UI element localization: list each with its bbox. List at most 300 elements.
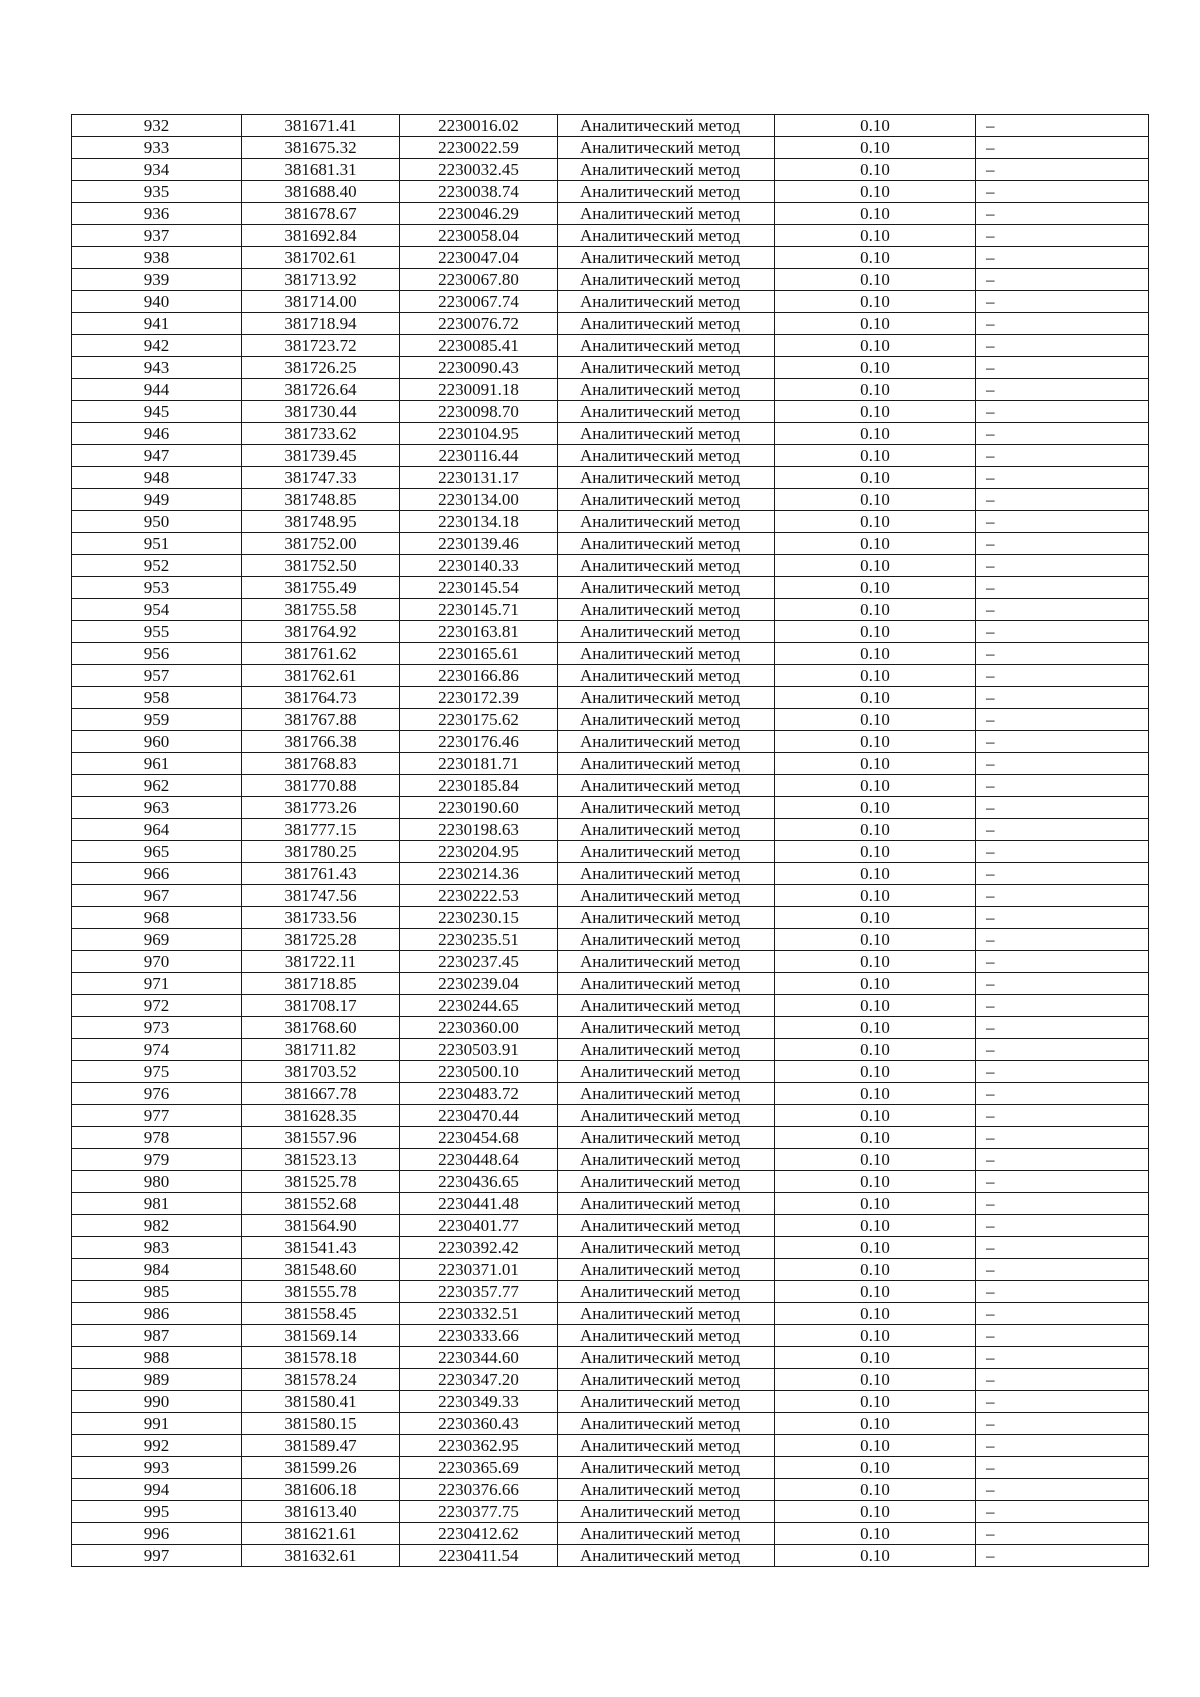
point-number-cell: 966 <box>72 863 242 885</box>
x-coordinate-cell: 381632.61 <box>242 1545 400 1567</box>
y-coordinate-cell: 2230032.45 <box>400 159 558 181</box>
table-row <box>72 1391 1149 1413</box>
method-cell: Аналитический метод <box>558 1457 775 1479</box>
table-row <box>72 423 1149 445</box>
method-cell: Аналитический метод <box>558 753 775 775</box>
x-coordinate-cell: 381558.45 <box>242 1303 400 1325</box>
accuracy-cell: 0.10 <box>775 599 976 621</box>
accuracy-cell: 0.10 <box>775 1017 976 1039</box>
y-coordinate-cell: 2230091.18 <box>400 379 558 401</box>
point-number-cell: 981 <box>72 1193 242 1215</box>
note-cell: – <box>976 885 1149 907</box>
x-coordinate-cell: 381768.83 <box>242 753 400 775</box>
table-row <box>72 1435 1149 1457</box>
y-coordinate-cell: 2230046.29 <box>400 203 558 225</box>
note-cell: – <box>976 1479 1149 1501</box>
table-row <box>72 1413 1149 1435</box>
accuracy-cell: 0.10 <box>775 379 976 401</box>
accuracy-cell: 0.10 <box>775 1303 976 1325</box>
table-row <box>72 1215 1149 1237</box>
x-coordinate-cell: 381755.49 <box>242 577 400 599</box>
note-cell: – <box>976 577 1149 599</box>
method-cell: Аналитический метод <box>558 401 775 423</box>
y-coordinate-cell: 2230239.04 <box>400 973 558 995</box>
x-coordinate-cell: 381541.43 <box>242 1237 400 1259</box>
note-cell: – <box>976 775 1149 797</box>
y-coordinate-cell: 2230038.74 <box>400 181 558 203</box>
point-number-cell: 962 <box>72 775 242 797</box>
method-cell: Аналитический метод <box>558 951 775 973</box>
accuracy-cell: 0.10 <box>775 489 976 511</box>
table-row <box>72 313 1149 335</box>
note-cell: – <box>976 687 1149 709</box>
x-coordinate-cell: 381723.72 <box>242 335 400 357</box>
x-coordinate-cell: 381761.43 <box>242 863 400 885</box>
point-number-cell: 975 <box>72 1061 242 1083</box>
y-coordinate-cell: 2230222.53 <box>400 885 558 907</box>
accuracy-cell: 0.10 <box>775 1083 976 1105</box>
point-number-cell: 954 <box>72 599 242 621</box>
y-coordinate-cell: 2230376.66 <box>400 1479 558 1501</box>
accuracy-cell: 0.10 <box>775 1545 976 1567</box>
x-coordinate-cell: 381726.25 <box>242 357 400 379</box>
method-cell: Аналитический метод <box>558 687 775 709</box>
note-cell: – <box>976 379 1149 401</box>
point-number-cell: 946 <box>72 423 242 445</box>
note-cell: – <box>976 1083 1149 1105</box>
accuracy-cell: 0.10 <box>775 1149 976 1171</box>
point-number-cell: 944 <box>72 379 242 401</box>
note-cell: – <box>976 599 1149 621</box>
table-row <box>72 1347 1149 1369</box>
y-coordinate-cell: 2230176.46 <box>400 731 558 753</box>
x-coordinate-cell: 381752.00 <box>242 533 400 555</box>
x-coordinate-cell: 381678.67 <box>242 203 400 225</box>
point-number-cell: 964 <box>72 819 242 841</box>
x-coordinate-cell: 381747.56 <box>242 885 400 907</box>
table-row <box>72 1281 1149 1303</box>
y-coordinate-cell: 2230163.81 <box>400 621 558 643</box>
point-number-cell: 972 <box>72 995 242 1017</box>
accuracy-cell: 0.10 <box>775 1039 976 1061</box>
table-row <box>72 247 1149 269</box>
note-cell: – <box>976 907 1149 929</box>
note-cell: – <box>976 1127 1149 1149</box>
table-row <box>72 181 1149 203</box>
note-cell: – <box>976 797 1149 819</box>
y-coordinate-cell: 2230016.02 <box>400 115 558 137</box>
point-number-cell: 967 <box>72 885 242 907</box>
accuracy-cell: 0.10 <box>775 1369 976 1391</box>
method-cell: Аналитический метод <box>558 885 775 907</box>
accuracy-cell: 0.10 <box>775 731 976 753</box>
x-coordinate-cell: 381667.78 <box>242 1083 400 1105</box>
method-cell: Аналитический метод <box>558 1501 775 1523</box>
point-number-cell: 955 <box>72 621 242 643</box>
y-coordinate-cell: 2230503.91 <box>400 1039 558 1061</box>
method-cell: Аналитический метод <box>558 247 775 269</box>
y-coordinate-cell: 2230181.71 <box>400 753 558 775</box>
point-number-cell: 960 <box>72 731 242 753</box>
method-cell: Аналитический метод <box>558 1061 775 1083</box>
accuracy-cell: 0.10 <box>775 819 976 841</box>
accuracy-cell: 0.10 <box>775 159 976 181</box>
y-coordinate-cell: 2230441.48 <box>400 1193 558 1215</box>
method-cell: Аналитический метод <box>558 511 775 533</box>
accuracy-cell: 0.10 <box>775 423 976 445</box>
accuracy-cell: 0.10 <box>775 445 976 467</box>
x-coordinate-cell: 381761.62 <box>242 643 400 665</box>
point-number-cell: 993 <box>72 1457 242 1479</box>
x-coordinate-cell: 381564.90 <box>242 1215 400 1237</box>
method-cell: Аналитический метод <box>558 1105 775 1127</box>
method-cell: Аналитический метод <box>558 1391 775 1413</box>
table-row <box>72 555 1149 577</box>
point-number-cell: 959 <box>72 709 242 731</box>
point-number-cell: 983 <box>72 1237 242 1259</box>
x-coordinate-cell: 381768.60 <box>242 1017 400 1039</box>
point-number-cell: 992 <box>72 1435 242 1457</box>
y-coordinate-cell: 2230076.72 <box>400 313 558 335</box>
y-coordinate-cell: 2230139.46 <box>400 533 558 555</box>
point-number-cell: 997 <box>72 1545 242 1567</box>
x-coordinate-cell: 381718.85 <box>242 973 400 995</box>
y-coordinate-cell: 2230131.17 <box>400 467 558 489</box>
note-cell: – <box>976 929 1149 951</box>
table-row <box>72 1545 1149 1567</box>
point-number-cell: 963 <box>72 797 242 819</box>
method-cell: Аналитический метод <box>558 533 775 555</box>
x-coordinate-cell: 381764.92 <box>242 621 400 643</box>
method-cell: Аналитический метод <box>558 1193 775 1215</box>
point-number-cell: 977 <box>72 1105 242 1127</box>
y-coordinate-cell: 2230085.41 <box>400 335 558 357</box>
point-number-cell: 969 <box>72 929 242 951</box>
point-number-cell: 996 <box>72 1523 242 1545</box>
table-row <box>72 797 1149 819</box>
note-cell: – <box>976 357 1149 379</box>
accuracy-cell: 0.10 <box>775 885 976 907</box>
method-cell: Аналитический метод <box>558 1435 775 1457</box>
method-cell: Аналитический метод <box>558 1303 775 1325</box>
x-coordinate-cell: 381675.32 <box>242 137 400 159</box>
table-row <box>72 1457 1149 1479</box>
point-number-cell: 984 <box>72 1259 242 1281</box>
method-cell: Аналитический метод <box>558 599 775 621</box>
x-coordinate-cell: 381713.92 <box>242 269 400 291</box>
method-cell: Аналитический метод <box>558 665 775 687</box>
accuracy-cell: 0.10 <box>775 665 976 687</box>
table-row <box>72 621 1149 643</box>
note-cell: – <box>976 1413 1149 1435</box>
note-cell: – <box>976 709 1149 731</box>
method-cell: Аналитический метод <box>558 841 775 863</box>
note-cell: – <box>976 159 1149 181</box>
accuracy-cell: 0.10 <box>775 313 976 335</box>
table-row <box>72 159 1149 181</box>
note-cell: – <box>976 225 1149 247</box>
method-cell: Аналитический метод <box>558 555 775 577</box>
method-cell: Аналитический метод <box>558 907 775 929</box>
note-cell: – <box>976 1545 1149 1567</box>
y-coordinate-cell: 2230134.18 <box>400 511 558 533</box>
table-row <box>72 1105 1149 1127</box>
y-coordinate-cell: 2230436.65 <box>400 1171 558 1193</box>
note-cell: – <box>976 1149 1149 1171</box>
accuracy-cell: 0.10 <box>775 467 976 489</box>
accuracy-cell: 0.10 <box>775 1523 976 1545</box>
y-coordinate-cell: 2230377.75 <box>400 1501 558 1523</box>
method-cell: Аналитический метод <box>558 1479 775 1501</box>
y-coordinate-cell: 2230185.84 <box>400 775 558 797</box>
point-number-cell: 971 <box>72 973 242 995</box>
note-cell: – <box>976 291 1149 313</box>
x-coordinate-cell: 381714.00 <box>242 291 400 313</box>
y-coordinate-cell: 2230047.04 <box>400 247 558 269</box>
note-cell: – <box>976 665 1149 687</box>
note-cell: – <box>976 1215 1149 1237</box>
table-row <box>72 731 1149 753</box>
method-cell: Аналитический метод <box>558 1083 775 1105</box>
point-number-cell: 995 <box>72 1501 242 1523</box>
table-row <box>72 1237 1149 1259</box>
table-row <box>72 1523 1149 1545</box>
note-cell: – <box>976 1391 1149 1413</box>
coordinates-table-body <box>72 115 1149 1567</box>
point-number-cell: 937 <box>72 225 242 247</box>
method-cell: Аналитический метод <box>558 709 775 731</box>
y-coordinate-cell: 2230172.39 <box>400 687 558 709</box>
point-number-cell: 941 <box>72 313 242 335</box>
note-cell: – <box>976 951 1149 973</box>
table-row <box>72 819 1149 841</box>
table-row <box>72 577 1149 599</box>
accuracy-cell: 0.10 <box>775 1347 976 1369</box>
method-cell: Аналитический метод <box>558 995 775 1017</box>
accuracy-cell: 0.10 <box>775 1457 976 1479</box>
accuracy-cell: 0.10 <box>775 797 976 819</box>
x-coordinate-cell: 381777.15 <box>242 819 400 841</box>
accuracy-cell: 0.10 <box>775 511 976 533</box>
x-coordinate-cell: 381628.35 <box>242 1105 400 1127</box>
note-cell: – <box>976 995 1149 1017</box>
method-cell: Аналитический метод <box>558 489 775 511</box>
accuracy-cell: 0.10 <box>775 335 976 357</box>
note-cell: – <box>976 269 1149 291</box>
table-row <box>72 863 1149 885</box>
note-cell: – <box>976 1281 1149 1303</box>
note-cell: – <box>976 819 1149 841</box>
accuracy-cell: 0.10 <box>775 1105 976 1127</box>
x-coordinate-cell: 381755.58 <box>242 599 400 621</box>
x-coordinate-cell: 381599.26 <box>242 1457 400 1479</box>
y-coordinate-cell: 2230104.95 <box>400 423 558 445</box>
method-cell: Аналитический метод <box>558 159 775 181</box>
note-cell: – <box>976 753 1149 775</box>
y-coordinate-cell: 2230145.54 <box>400 577 558 599</box>
table-row <box>72 1127 1149 1149</box>
note-cell: – <box>976 1369 1149 1391</box>
x-coordinate-cell: 381692.84 <box>242 225 400 247</box>
method-cell: Аналитический метод <box>558 1413 775 1435</box>
x-coordinate-cell: 381580.15 <box>242 1413 400 1435</box>
method-cell: Аналитический метод <box>558 225 775 247</box>
accuracy-cell: 0.10 <box>775 1237 976 1259</box>
y-coordinate-cell: 2230244.65 <box>400 995 558 1017</box>
point-number-cell: 994 <box>72 1479 242 1501</box>
point-number-cell: 948 <box>72 467 242 489</box>
point-number-cell: 985 <box>72 1281 242 1303</box>
table-row <box>72 291 1149 313</box>
point-number-cell: 936 <box>72 203 242 225</box>
method-cell: Аналитический метод <box>558 1325 775 1347</box>
y-coordinate-cell: 2230344.60 <box>400 1347 558 1369</box>
note-cell: – <box>976 1457 1149 1479</box>
point-number-cell: 989 <box>72 1369 242 1391</box>
x-coordinate-cell: 381708.17 <box>242 995 400 1017</box>
x-coordinate-cell: 381671.41 <box>242 115 400 137</box>
point-number-cell: 932 <box>72 115 242 137</box>
note-cell: – <box>976 1171 1149 1193</box>
x-coordinate-cell: 381739.45 <box>242 445 400 467</box>
x-coordinate-cell: 381726.64 <box>242 379 400 401</box>
table-row <box>72 1325 1149 1347</box>
point-number-cell: 976 <box>72 1083 242 1105</box>
x-coordinate-cell: 381766.38 <box>242 731 400 753</box>
accuracy-cell: 0.10 <box>775 1479 976 1501</box>
y-coordinate-cell: 2230411.54 <box>400 1545 558 1567</box>
note-cell: – <box>976 1017 1149 1039</box>
accuracy-cell: 0.10 <box>775 1435 976 1457</box>
x-coordinate-cell: 381773.26 <box>242 797 400 819</box>
table-row <box>72 709 1149 731</box>
y-coordinate-cell: 2230401.77 <box>400 1215 558 1237</box>
table-row <box>72 1479 1149 1501</box>
y-coordinate-cell: 2230116.44 <box>400 445 558 467</box>
method-cell: Аналитический метод <box>558 357 775 379</box>
method-cell: Аналитический метод <box>558 929 775 951</box>
table-row <box>72 445 1149 467</box>
accuracy-cell: 0.10 <box>775 1325 976 1347</box>
x-coordinate-cell: 381688.40 <box>242 181 400 203</box>
method-cell: Аналитический метод <box>558 1369 775 1391</box>
accuracy-cell: 0.10 <box>775 1127 976 1149</box>
method-cell: Аналитический метод <box>558 423 775 445</box>
point-number-cell: 957 <box>72 665 242 687</box>
note-cell: – <box>976 1193 1149 1215</box>
accuracy-cell: 0.10 <box>775 951 976 973</box>
x-coordinate-cell: 381725.28 <box>242 929 400 951</box>
y-coordinate-cell: 2230145.71 <box>400 599 558 621</box>
note-cell: – <box>976 1259 1149 1281</box>
method-cell: Аналитический метод <box>558 203 775 225</box>
method-cell: Аналитический метод <box>558 445 775 467</box>
accuracy-cell: 0.10 <box>775 401 976 423</box>
y-coordinate-cell: 2230098.70 <box>400 401 558 423</box>
table-row <box>72 489 1149 511</box>
accuracy-cell: 0.10 <box>775 687 976 709</box>
x-coordinate-cell: 381764.73 <box>242 687 400 709</box>
method-cell: Аналитический метод <box>558 313 775 335</box>
table-row <box>72 841 1149 863</box>
method-cell: Аналитический метод <box>558 863 775 885</box>
table-row <box>72 1149 1149 1171</box>
point-number-cell: 939 <box>72 269 242 291</box>
y-coordinate-cell: 2230349.33 <box>400 1391 558 1413</box>
x-coordinate-cell: 381523.13 <box>242 1149 400 1171</box>
accuracy-cell: 0.10 <box>775 1215 976 1237</box>
table-row <box>72 1303 1149 1325</box>
y-coordinate-cell: 2230067.74 <box>400 291 558 313</box>
accuracy-cell: 0.10 <box>775 995 976 1017</box>
x-coordinate-cell: 381733.62 <box>242 423 400 445</box>
y-coordinate-cell: 2230371.01 <box>400 1259 558 1281</box>
point-number-cell: 952 <box>72 555 242 577</box>
y-coordinate-cell: 2230235.51 <box>400 929 558 951</box>
table-row <box>72 1259 1149 1281</box>
x-coordinate-cell: 381569.14 <box>242 1325 400 1347</box>
method-cell: Аналитический метод <box>558 269 775 291</box>
x-coordinate-cell: 381770.88 <box>242 775 400 797</box>
point-number-cell: 953 <box>72 577 242 599</box>
y-coordinate-cell: 2230175.62 <box>400 709 558 731</box>
accuracy-cell: 0.10 <box>775 1281 976 1303</box>
table-row <box>72 511 1149 533</box>
accuracy-cell: 0.10 <box>775 181 976 203</box>
table-row <box>72 203 1149 225</box>
accuracy-cell: 0.10 <box>775 203 976 225</box>
accuracy-cell: 0.10 <box>775 555 976 577</box>
point-number-cell: 991 <box>72 1413 242 1435</box>
accuracy-cell: 0.10 <box>775 1501 976 1523</box>
y-coordinate-cell: 2230454.68 <box>400 1127 558 1149</box>
table-row <box>72 269 1149 291</box>
point-number-cell: 974 <box>72 1039 242 1061</box>
y-coordinate-cell: 2230230.15 <box>400 907 558 929</box>
method-cell: Аналитический метод <box>558 467 775 489</box>
table-row <box>72 1083 1149 1105</box>
point-number-cell: 956 <box>72 643 242 665</box>
accuracy-cell: 0.10 <box>775 269 976 291</box>
method-cell: Аналитический метод <box>558 291 775 313</box>
table-row <box>72 357 1149 379</box>
accuracy-cell: 0.10 <box>775 115 976 137</box>
point-number-cell: 934 <box>72 159 242 181</box>
note-cell: – <box>976 335 1149 357</box>
y-coordinate-cell: 2230357.77 <box>400 1281 558 1303</box>
point-number-cell: 958 <box>72 687 242 709</box>
y-coordinate-cell: 2230165.61 <box>400 643 558 665</box>
accuracy-cell: 0.10 <box>775 247 976 269</box>
x-coordinate-cell: 381525.78 <box>242 1171 400 1193</box>
point-number-cell: 951 <box>72 533 242 555</box>
point-number-cell: 970 <box>72 951 242 973</box>
table-row <box>72 1039 1149 1061</box>
y-coordinate-cell: 2230140.33 <box>400 555 558 577</box>
x-coordinate-cell: 381578.18 <box>242 1347 400 1369</box>
x-coordinate-cell: 381606.18 <box>242 1479 400 1501</box>
note-cell: – <box>976 445 1149 467</box>
point-number-cell: 982 <box>72 1215 242 1237</box>
x-coordinate-cell: 381589.47 <box>242 1435 400 1457</box>
point-number-cell: 979 <box>72 1149 242 1171</box>
point-number-cell: 949 <box>72 489 242 511</box>
note-cell: – <box>976 1523 1149 1545</box>
note-cell: – <box>976 555 1149 577</box>
note-cell: – <box>976 313 1149 335</box>
y-coordinate-cell: 2230198.63 <box>400 819 558 841</box>
point-number-cell: 947 <box>72 445 242 467</box>
